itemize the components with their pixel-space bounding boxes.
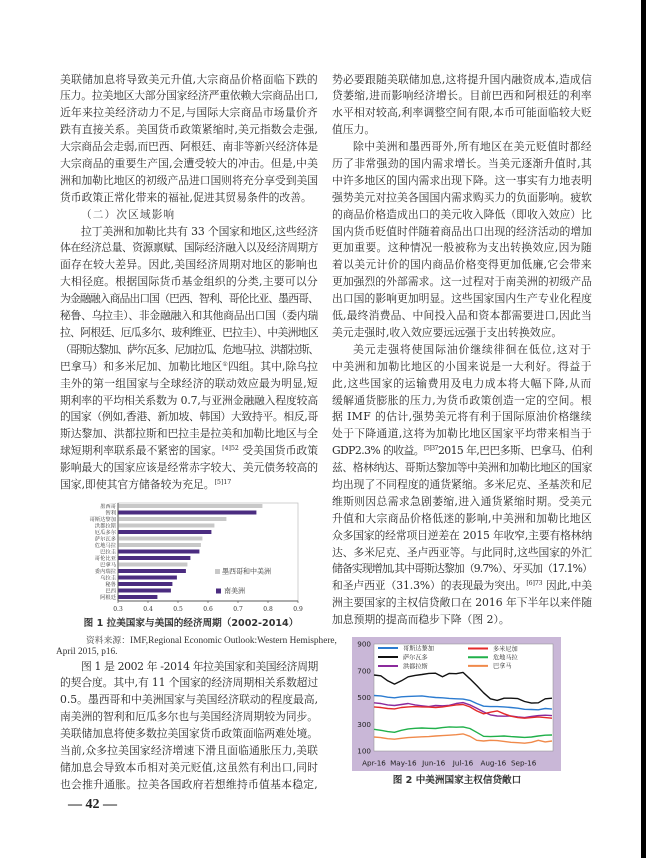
bar <box>118 504 262 508</box>
line-text <box>332 443 592 460</box>
text-line <box>332 173 592 190</box>
line-text: 洲和加勒比地区的初级产品进口国则将充分享受到美国 <box>60 173 318 187</box>
legend-label: 南美洲 <box>224 587 245 595</box>
line-text: 跌有直接关系。美国货币政策紧缩时,美元指数会走强, <box>60 123 318 137</box>
text-line <box>332 494 592 511</box>
line-text: 强势美元对拉美各国国内需求购买力的负面影响。疲软 <box>332 190 592 204</box>
text-line <box>60 122 318 139</box>
x-tick-label: 0.5 <box>173 606 183 613</box>
text-line <box>60 460 318 477</box>
text-line <box>332 409 592 426</box>
line-text: 出口国的影响更加明显。这些国家国内生产专业化程度 <box>332 292 592 306</box>
line-segment: 四组。其中,除乌拉 <box>227 359 318 373</box>
bar <box>118 543 200 547</box>
category-label: 巴拉圭 <box>100 549 116 556</box>
line-text: 水平相对较高,利率调整空间有限,本币可能面临较大贬 <box>332 106 592 120</box>
line-text: 大宗商品的重要生产国,会遭受较大的冲击。但是,中美 <box>60 156 318 170</box>
scan-edge-bar <box>641 0 646 858</box>
x-tick-label: 0.6 <box>203 606 213 613</box>
category-label: 厄瓜多尔 <box>94 530 116 536</box>
line-text: 势必要跟随美联储加息,这将提升国内融资成本,造成信 <box>332 72 592 86</box>
line-text: 更加重要。这种情况一般被称为支出转换效应,因为随 <box>332 241 592 255</box>
text-line <box>60 426 318 443</box>
text-line <box>60 156 318 173</box>
text-line <box>60 325 318 342</box>
line-text: 值压力。 <box>332 123 376 137</box>
text-line <box>60 274 318 291</box>
citation-superscript: [5]17 <box>214 478 232 486</box>
bar <box>118 595 157 599</box>
text-line <box>60 173 318 190</box>
line-text: 此,这些国家的运输费用及电力成本将大幅下降,从而 <box>332 376 592 390</box>
line-text: 储加息会导致本币相对美元贬值,这虽然有利出口,同时 <box>60 760 318 774</box>
text-line <box>332 393 592 410</box>
line-text <box>60 359 318 376</box>
figure-2 <box>350 635 564 773</box>
text-line <box>60 190 318 207</box>
line-text: 贷萎缩,进而影响经济增长。目前巴西和阿根廷的利率 <box>332 89 592 103</box>
text-line <box>60 743 318 760</box>
bar <box>118 511 256 515</box>
line-text: 更加强烈的外部需求。这一过程对于南美洲的初级产品 <box>332 275 592 289</box>
text-line <box>60 224 318 241</box>
line-text: 国内货币贬值时伴随着商品出口出现的经济活动的增加 <box>332 224 592 238</box>
y-tick-label: 700 <box>357 666 371 676</box>
page-number: — 42 — <box>68 797 117 812</box>
x-tick-label: 0.4 <box>143 606 153 613</box>
text-line <box>60 139 318 156</box>
line-text: 货币政策正常化带来的福祉,促进其贸易条件的改善。 <box>60 190 312 204</box>
text-line <box>60 760 318 777</box>
line-text: 也会推升通胀。拉美各国政府若想维持币值基本稳定, <box>60 777 318 791</box>
text-line <box>60 105 318 122</box>
text-line <box>332 224 592 241</box>
text-line <box>60 257 318 274</box>
text-line <box>60 88 318 105</box>
line-text: 达、多米尼克、圣卢西亚等。与此同时,这些国家的外汇 <box>332 545 592 559</box>
paragraph-2 <box>60 224 318 494</box>
x-tick-label: Jul-16 <box>452 758 474 768</box>
text-line <box>332 578 592 595</box>
line-text: 据 IMF 的估计,强势美元将有利于国际原油价格继续 <box>332 410 592 424</box>
text-line <box>332 359 592 376</box>
line-text: 0.5。墨西哥和中美洲国家与美国经济联动的程度最高, <box>60 693 318 707</box>
line-text: 拉丁美洲和加勒比共有 33 个国家和地区,这些经济 <box>81 224 318 238</box>
line-text: 为金融融入商品出口国（巴西、智利、哥伦比亚、墨西哥、 <box>60 292 318 306</box>
y-tick-label: 900 <box>357 639 371 649</box>
x-tick-label: 0.9 <box>293 606 303 613</box>
line-text: 大宗商品会走弱,而巴西、阿根廷、南非等新兴经济体是 <box>60 140 318 154</box>
figure-2-caption: 图 2 中美洲国家主权信贷敞口 <box>392 775 522 786</box>
text-line <box>332 443 592 460</box>
text-line <box>60 477 318 494</box>
line-text: 图 1 是 2002 年 -2014 年拉美国家和美国经济周期 <box>81 659 318 673</box>
line-segment: 受美国货币政策 <box>238 444 319 458</box>
line-text: 着以美元计价的国内商品价格变得更加低廉,它会带来 <box>332 258 592 272</box>
figure-1-caption: 图 1 拉美国家与美国的经济周期（2002-2014） <box>83 618 299 629</box>
line-text: 影响最大的国家应该是经常赤字较大、美元债务较高的 <box>60 461 318 475</box>
text-line <box>60 726 318 743</box>
text-line <box>60 777 318 794</box>
text-line <box>60 709 318 726</box>
line-text: 近年来拉美经济动力不足,与国际大宗商品市场量价齐 <box>60 106 318 120</box>
citation-superscript: [5]37 <box>424 445 438 453</box>
line-text: 大相径庭。根据国际货币基金组织的分类,主要可以分 <box>60 275 318 289</box>
bar <box>118 530 211 534</box>
line-text: 的商品价格造成出口的美元收入降低（即收入效应）比 <box>332 207 592 221</box>
line-text: 压力。拉美地区大部分国家经济严重依赖大宗商品出口, <box>60 89 318 103</box>
line-text: 低,最终消费品、中间投入品和资本都需要进口,因此当 <box>332 309 592 322</box>
line-text: 期利率的平均相关系数为 0.7,与亚洲金融融入程度较高 <box>60 393 318 407</box>
line-segment: 巴拿马）和多米尼加、加勒比地区 <box>60 359 223 373</box>
line-text: 众多国家的经常项目逆差在 2015 年收窄,主要有格林纳 <box>332 528 592 542</box>
line-text: 南美洲的智利和厄瓜多尔也与美国经济周期较为同步。 <box>60 710 318 724</box>
source-label: 资料来源： <box>86 636 130 646</box>
text-line <box>60 393 318 410</box>
line-text: 储备实现增加,其中哥斯达黎加（9.7%）、牙买加（17.1%） <box>332 562 592 576</box>
legend-label: 墨西哥和中美洲 <box>222 567 271 576</box>
line-text: 的契合度。其中,有 11 个国家的经济周期相关系数超过 <box>60 676 318 690</box>
citation-superscript: ① <box>222 360 228 368</box>
bar <box>118 537 202 541</box>
text-line <box>332 612 592 629</box>
line-text <box>332 578 592 595</box>
text-line <box>332 105 592 122</box>
text-line <box>332 342 592 359</box>
legend-label: 萨尔瓦多 <box>403 654 428 662</box>
line-segment: 2015 年,巴巴多斯、巴拿马、伯利 <box>437 444 592 458</box>
line-text: 美元走强将使国际油价继续徘徊在低位,这对于 <box>353 342 592 356</box>
line-text: 的国家（例如,香港、新加坡、韩国）大致持平。相反,哥 <box>60 410 318 424</box>
category-label: 智利 <box>105 510 116 517</box>
paragraph-4 <box>332 72 592 140</box>
line-text: 美联储加息将导致美元升值,大宗商品价格面临下跌的 <box>60 72 318 86</box>
text-line <box>332 240 592 257</box>
text-line <box>332 139 592 156</box>
line-text: 缓解通货膨胀的压力,为货币政策创造一定的空间。根 <box>332 393 592 407</box>
citation-superscript: [4]52 <box>222 445 239 453</box>
x-tick-label: Sep-16 <box>511 758 537 768</box>
text-line <box>332 325 592 342</box>
paragraph-6 <box>332 342 592 629</box>
text-line <box>60 308 318 325</box>
text-line <box>60 675 318 692</box>
x-tick-label: 0.7 <box>233 606 243 613</box>
figure-1 <box>80 498 310 616</box>
line-text: 除中美洲和墨西哥外,所有地区在美元贬值时都经 <box>353 140 592 154</box>
text-line <box>332 528 592 545</box>
legend-label: 洪都拉斯 <box>403 663 428 671</box>
x-tick-label: 0.3 <box>113 606 123 613</box>
category-label: 委内瑞拉 <box>94 569 116 575</box>
line-text: 均出现了不同程度的通货紧缩。多米尼克、圣基茨和尼 <box>332 478 592 492</box>
text-line <box>332 274 592 291</box>
category-label: 洪都拉斯 <box>94 523 116 530</box>
text-line <box>332 545 592 562</box>
line-text <box>60 477 231 494</box>
figure-1-bar-chart <box>80 498 310 616</box>
citation-superscript: [6]73 <box>526 580 543 588</box>
x-tick-label: May-16 <box>390 758 417 768</box>
line-text: 兹、格林纳达、哥斯达黎加等中美洲和加勒比地区的国家 <box>332 461 592 475</box>
category-label: 秘鲁 <box>105 582 116 588</box>
text-line <box>60 409 318 426</box>
line-text: 历了非常强劲的国内需求增长。当美元逐渐升值时,其 <box>332 156 592 170</box>
line-text: 斯达黎加、洪都拉斯和巴拉圭是拉美和加勒比地区与全 <box>60 427 318 441</box>
legend-label: 危地马拉 <box>493 654 518 662</box>
line-text: 中许多地区的国内需求出现下降。这一事实有力地表明 <box>332 173 592 187</box>
line-text: 洲主要国家的主权信贷敞口在 2016 年下半年以来伴随 <box>332 596 592 610</box>
paragraph-1 <box>60 72 318 207</box>
text-line <box>332 595 592 612</box>
line-text: 美联储加息将使多数拉美国家货币政策面临两难处境。 <box>60 727 318 741</box>
line-text: （哥斯达黎加、萨尔瓦多、尼加拉瓜、危地马拉、洪都拉斯、 <box>60 342 318 356</box>
bar <box>118 556 190 560</box>
category-label: 乌拉圭 <box>100 575 116 582</box>
line-segment: 国家,即使其官方储备较为充足。 <box>60 477 215 491</box>
text-line <box>60 443 318 460</box>
legend-label: 多米尼加 <box>493 645 518 653</box>
text-line <box>60 692 318 709</box>
line-text: 面存在较大差异。因此,美国经济周期对地区的影响也 <box>60 258 318 272</box>
category-label: 危地马拉 <box>94 543 116 549</box>
text-line <box>332 88 592 105</box>
text-line <box>60 291 318 308</box>
bar <box>118 589 170 593</box>
figure-1-source <box>86 633 337 646</box>
category-label: 哥斯达黎加 <box>89 517 116 523</box>
y-tick-label: 500 <box>357 693 371 702</box>
source-text: IMF,Regional Economic Outlook:Western Hemisphere, <box>130 636 337 646</box>
text-line <box>332 122 592 139</box>
section-heading: （二）次区域影响 <box>81 208 176 221</box>
text-line <box>332 72 592 89</box>
line-text <box>60 443 318 460</box>
text-line <box>60 240 318 257</box>
figure-1-source-cont: April 2015, p16. <box>56 647 118 657</box>
bar <box>118 550 199 554</box>
category-label: 萨尔瓦多 <box>94 536 116 543</box>
paragraph-3 <box>60 659 318 794</box>
category-label: 阿根廷 <box>100 595 116 601</box>
line-text: 美元走强时,收入效应要远远强于支出转换效应。 <box>332 325 563 339</box>
line-text: 处于下降通道,这将为加勒比地区国家平均带来相当于 <box>332 427 592 441</box>
line-segment: GDP2.3% 的收益。 <box>332 444 425 458</box>
legend-swatch <box>215 569 220 574</box>
x-tick-label: 0.8 <box>263 606 273 613</box>
bar <box>118 563 187 567</box>
line-segment: 因此,中美 <box>542 579 592 593</box>
bar <box>118 569 185 573</box>
line-text: 拉、阿根廷、厄瓜多尔、玻利维亚、巴拉圭）、中美洲地区 <box>60 325 318 339</box>
text-line <box>60 376 318 393</box>
text-line <box>60 359 318 376</box>
line-text: 维斯则因总需求急剧萎缩,进入通货紧缩时期。受美元 <box>332 494 592 508</box>
category-label: 巴拿马 <box>100 562 116 569</box>
line-text: 圭外的第一组国家与全球经济的联动效应最为明显,短 <box>60 376 318 390</box>
legend-label: 巴拿马 <box>493 663 512 671</box>
line-text: 升值和大宗商品价格低迷的影响,中美洲和加勒比地区 <box>332 511 592 525</box>
text-line <box>332 190 592 207</box>
text-line <box>332 291 592 308</box>
bar <box>118 576 176 580</box>
legend-label: 哥斯达黎加 <box>403 645 434 653</box>
text-line <box>332 426 592 443</box>
line-text: 秘鲁、乌拉圭）、非金融融入和其他商品出口国（委内瑞 <box>60 309 318 323</box>
line-segment: 球短期利率联系最不紧密的国家。 <box>60 444 223 458</box>
category-label: 墨西哥 <box>100 504 116 510</box>
legend-swatch <box>216 589 221 594</box>
text-line <box>332 511 592 528</box>
line-text: 当前,众多拉美国家经济增速下滑且面临通胀压力,美联 <box>60 743 318 757</box>
text-line <box>60 342 318 359</box>
text-line <box>332 156 592 173</box>
line-segment: 和圣卢西亚（31.3%）的表现最为突出。 <box>332 579 527 593</box>
bar <box>118 517 226 521</box>
text-line <box>332 376 592 393</box>
bar <box>118 524 214 528</box>
bar <box>118 582 172 586</box>
y-tick-label: 100 <box>357 746 371 756</box>
category-label: 巴西 <box>105 588 116 595</box>
text-line <box>332 460 592 477</box>
paragraph-5 <box>332 139 592 342</box>
text-line <box>332 308 592 325</box>
y-tick-label: 300 <box>357 719 371 729</box>
text-line <box>332 207 592 224</box>
x-tick-label: Apr-16 <box>362 758 386 768</box>
text-line <box>60 72 318 89</box>
text-line <box>332 257 592 274</box>
category-label: 哥伦比亚 <box>94 556 116 562</box>
text-line <box>60 659 318 676</box>
figure-2-line-chart <box>350 635 564 773</box>
line-text: 体在经济总量、资源禀赋、国际经济融入以及经济周期方 <box>60 241 318 255</box>
x-tick-label: Aug-16 <box>480 758 507 768</box>
line-text: 加息预期的提高而稳步下降（图 2）。 <box>332 613 510 627</box>
line-text: 中美洲和加勒比地区的小国来说是一大利好。得益于 <box>332 359 592 373</box>
text-line <box>332 561 592 578</box>
text-line <box>332 477 592 494</box>
x-tick-label: Jun-16 <box>422 758 446 768</box>
